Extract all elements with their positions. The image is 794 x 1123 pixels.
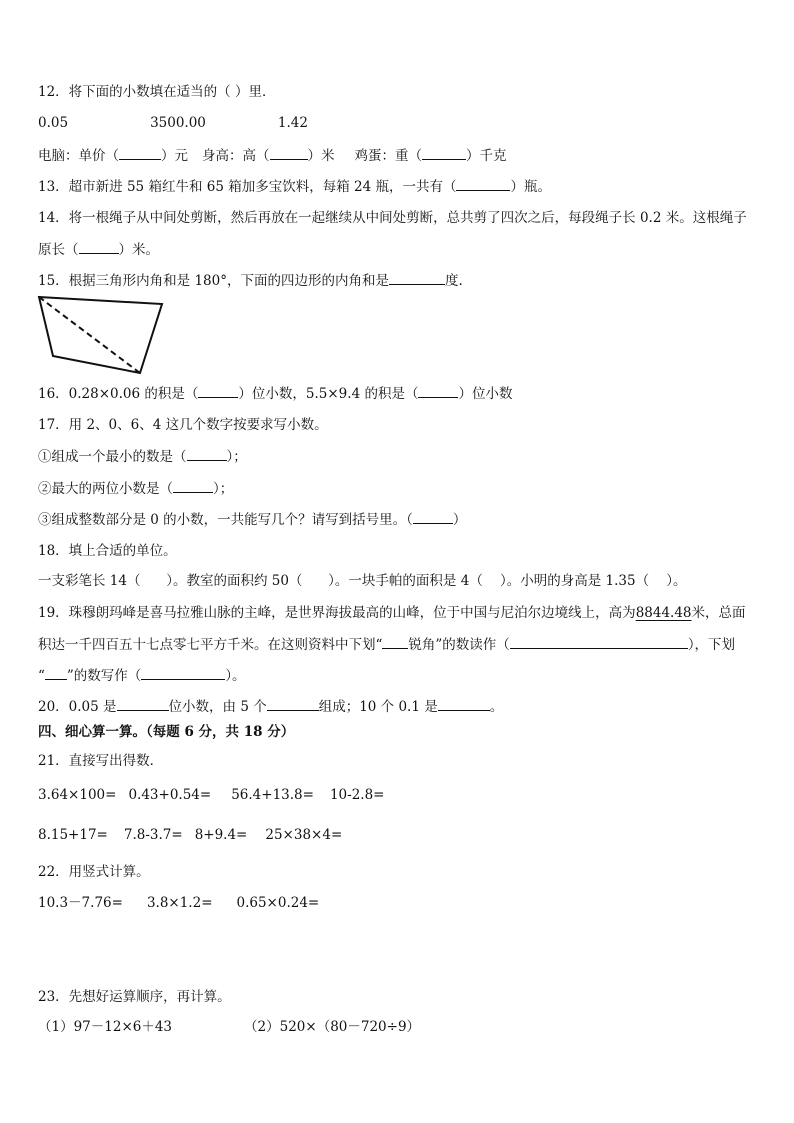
q21-row2 — [38, 825, 342, 845]
calc-item: 8.15+17= — [38, 827, 108, 843]
diagonal-dashed-line — [39, 297, 140, 373]
egg-blank[interactable] — [422, 145, 466, 160]
q19-l3-open: “ — [38, 668, 45, 684]
vertical-calc-item: 0.65×0.24= — [236, 895, 320, 911]
q20-blank-3[interactable] — [438, 696, 490, 711]
q20-a: 20．0.05 是 — [38, 699, 117, 715]
q16-blank-1[interactable] — [198, 383, 238, 398]
q19-underline-sample — [382, 634, 408, 649]
q18-stem: 18．填上合适的单位。 — [38, 543, 177, 559]
q20-b: 位小数，由 5 个 — [168, 699, 267, 715]
egg-unit: ）千克 — [466, 148, 507, 164]
q22-stem: 22．用竖式计算。 — [38, 864, 150, 880]
q13-blank[interactable] — [456, 176, 510, 191]
q17-s3-blank[interactable] — [413, 509, 453, 524]
q14-line2b: ）米。 — [118, 242, 159, 258]
q15-text: 15．根据三角形内角和是 180°，下面的四边形的内角和是 — [38, 273, 389, 289]
vertical-calc-item: 10.3－7.76= — [38, 895, 123, 911]
calc-item: 10-2.8= — [329, 787, 385, 803]
q20-d: 。 — [489, 699, 504, 715]
q19-l2-word: 锐角 — [408, 637, 436, 653]
q13 — [38, 176, 551, 197]
q23-items — [38, 1017, 420, 1037]
q15-tail: 度. — [445, 273, 463, 289]
egg-label: 鸡蛋：重（ — [354, 148, 422, 164]
calc-item: 56.4+13.8= — [231, 787, 314, 803]
q15 — [38, 270, 463, 291]
q19-read-blank[interactable] — [510, 634, 688, 649]
q19-l2-text: 积达一千四百五十七点零七平方千米。在这则资料中下划“ — [38, 637, 383, 653]
quadrilateral-outline — [39, 297, 162, 373]
decimal-2: 3500.00 — [150, 115, 206, 131]
q12-blanks — [38, 145, 507, 166]
q21-stem: 21．直接写出得数． — [38, 753, 164, 769]
q13-text: 13．超市新进 55 箱红牛和 65 箱加多宝饮料，每箱 24 瓶，一共有（ — [38, 179, 457, 195]
q19-l1-tail: 米，总面 — [691, 605, 746, 621]
quadrilateral-figure — [36, 294, 168, 376]
q17-s2-text: ②最大的两位小数是（ — [38, 481, 173, 497]
order-calc-item: （1）97－12×6＋43 — [38, 1019, 173, 1035]
q17-s2-blank[interactable] — [173, 478, 213, 493]
q14-line2 — [38, 239, 159, 260]
vertical-calc-item: 3.8×1.2= — [146, 895, 213, 911]
q17-s1-text: ①组成一个最小的数是（ — [38, 449, 187, 465]
q19-l3-tail: ）。 — [225, 668, 246, 684]
q20 — [38, 696, 503, 717]
q23-stem: 23．先想好运算顺序，再计算。 — [38, 989, 231, 1005]
calc-item: 3.64×100= — [38, 787, 117, 803]
q19-l2-mid: ”的数读作（ — [435, 637, 510, 653]
decimal-3: 1.42 — [277, 115, 308, 131]
q14-line2a: 原长（ — [38, 242, 79, 258]
q20-blank-1[interactable] — [117, 696, 169, 711]
q19-l1-text: 19．珠穆朗玛峰是喜马拉雅山脉的主峰，是世界海拔最高的山峰，位于中国与尼泊尔边境线上，高为 — [38, 605, 636, 621]
q16-part-c: ）位小数 — [458, 386, 513, 402]
q17-s3-text: ③组成整数部分是 0 的小数，一共能写几个？请写到括号里。（ — [38, 512, 413, 528]
q12-stem: 12．将下面的小数填在适当的（ ）里． — [38, 84, 276, 100]
q19-line1 — [38, 603, 746, 623]
q16-blank-2[interactable] — [418, 383, 458, 398]
order-calc-item: （2）520×（80－720÷9） — [244, 1019, 421, 1035]
height-blank[interactable] — [270, 145, 308, 160]
q19-underlined-number: 8844.48 — [635, 605, 692, 621]
calc-item: 25×38×4= — [265, 827, 343, 843]
height-label: 身高：高（ — [202, 148, 270, 164]
q19-line3 — [38, 665, 246, 686]
q17-sub1 — [38, 446, 247, 467]
q16 — [38, 383, 512, 404]
computer-price-label: 电脑：单价（ — [38, 148, 119, 164]
q17-s2-tail: ）； — [213, 481, 234, 497]
q17-s1-tail: ）； — [226, 449, 247, 465]
q19-underline-sample-2 — [45, 665, 67, 680]
q22-items — [38, 893, 319, 913]
q12-decimals — [38, 113, 308, 133]
q17-s1-blank[interactable] — [187, 446, 227, 461]
height-unit: ）米 — [307, 148, 335, 164]
q14-blank[interactable] — [79, 239, 119, 254]
q20-blank-2[interactable] — [267, 696, 319, 711]
calc-item: 7.8-3.7= — [123, 827, 183, 843]
calc-item: 0.43+0.54= — [128, 787, 212, 803]
q15-blank[interactable] — [389, 270, 445, 285]
q19-l3-mid: ”的数写作（ — [66, 668, 142, 684]
computer-price-unit: ）元 — [161, 148, 188, 164]
q17-sub3 — [38, 509, 466, 530]
q19-write-blank[interactable] — [141, 665, 225, 680]
q16-part-a: 16．0.28×0.06 的积是（ — [38, 386, 199, 402]
calc-item: 8+9.4= — [194, 827, 248, 843]
q21-row1 — [38, 785, 384, 805]
q19-line2 — [38, 634, 735, 655]
section-4-title: 四、细心算一算。（每题 6 分，共 18 分） — [38, 724, 295, 740]
q13-tail: ）瓶。 — [510, 179, 551, 195]
q17-stem: 17．用 2、0、6、4 这几个数字按要求写小数。 — [38, 417, 328, 433]
q16-part-b: ）位小数，5.5×9.4 的积是（ — [238, 386, 419, 402]
q20-c: 组成；10 个 0.1 是 — [318, 699, 438, 715]
q17-sub2 — [38, 478, 233, 499]
q18-text: 一支彩笔长 14（ ）。教室的面积约 50（ ）。一块手帕的面积是 4（ ）。小明的身高是 1.35（ ）。 — [38, 573, 687, 589]
decimal-1: 0.05 — [38, 115, 69, 131]
q19-l2-tail: ），下划 — [687, 637, 736, 653]
computer-price-blank[interactable] — [119, 145, 161, 160]
q17-s3-tail: ） — [452, 512, 467, 528]
q14-line1: 14．将一根绳子从中间处剪断，然后再放在一起继续从中间处剪断，总共剪了四次之后，每段绳子长 0.2 米。这根绳子 — [38, 210, 747, 226]
